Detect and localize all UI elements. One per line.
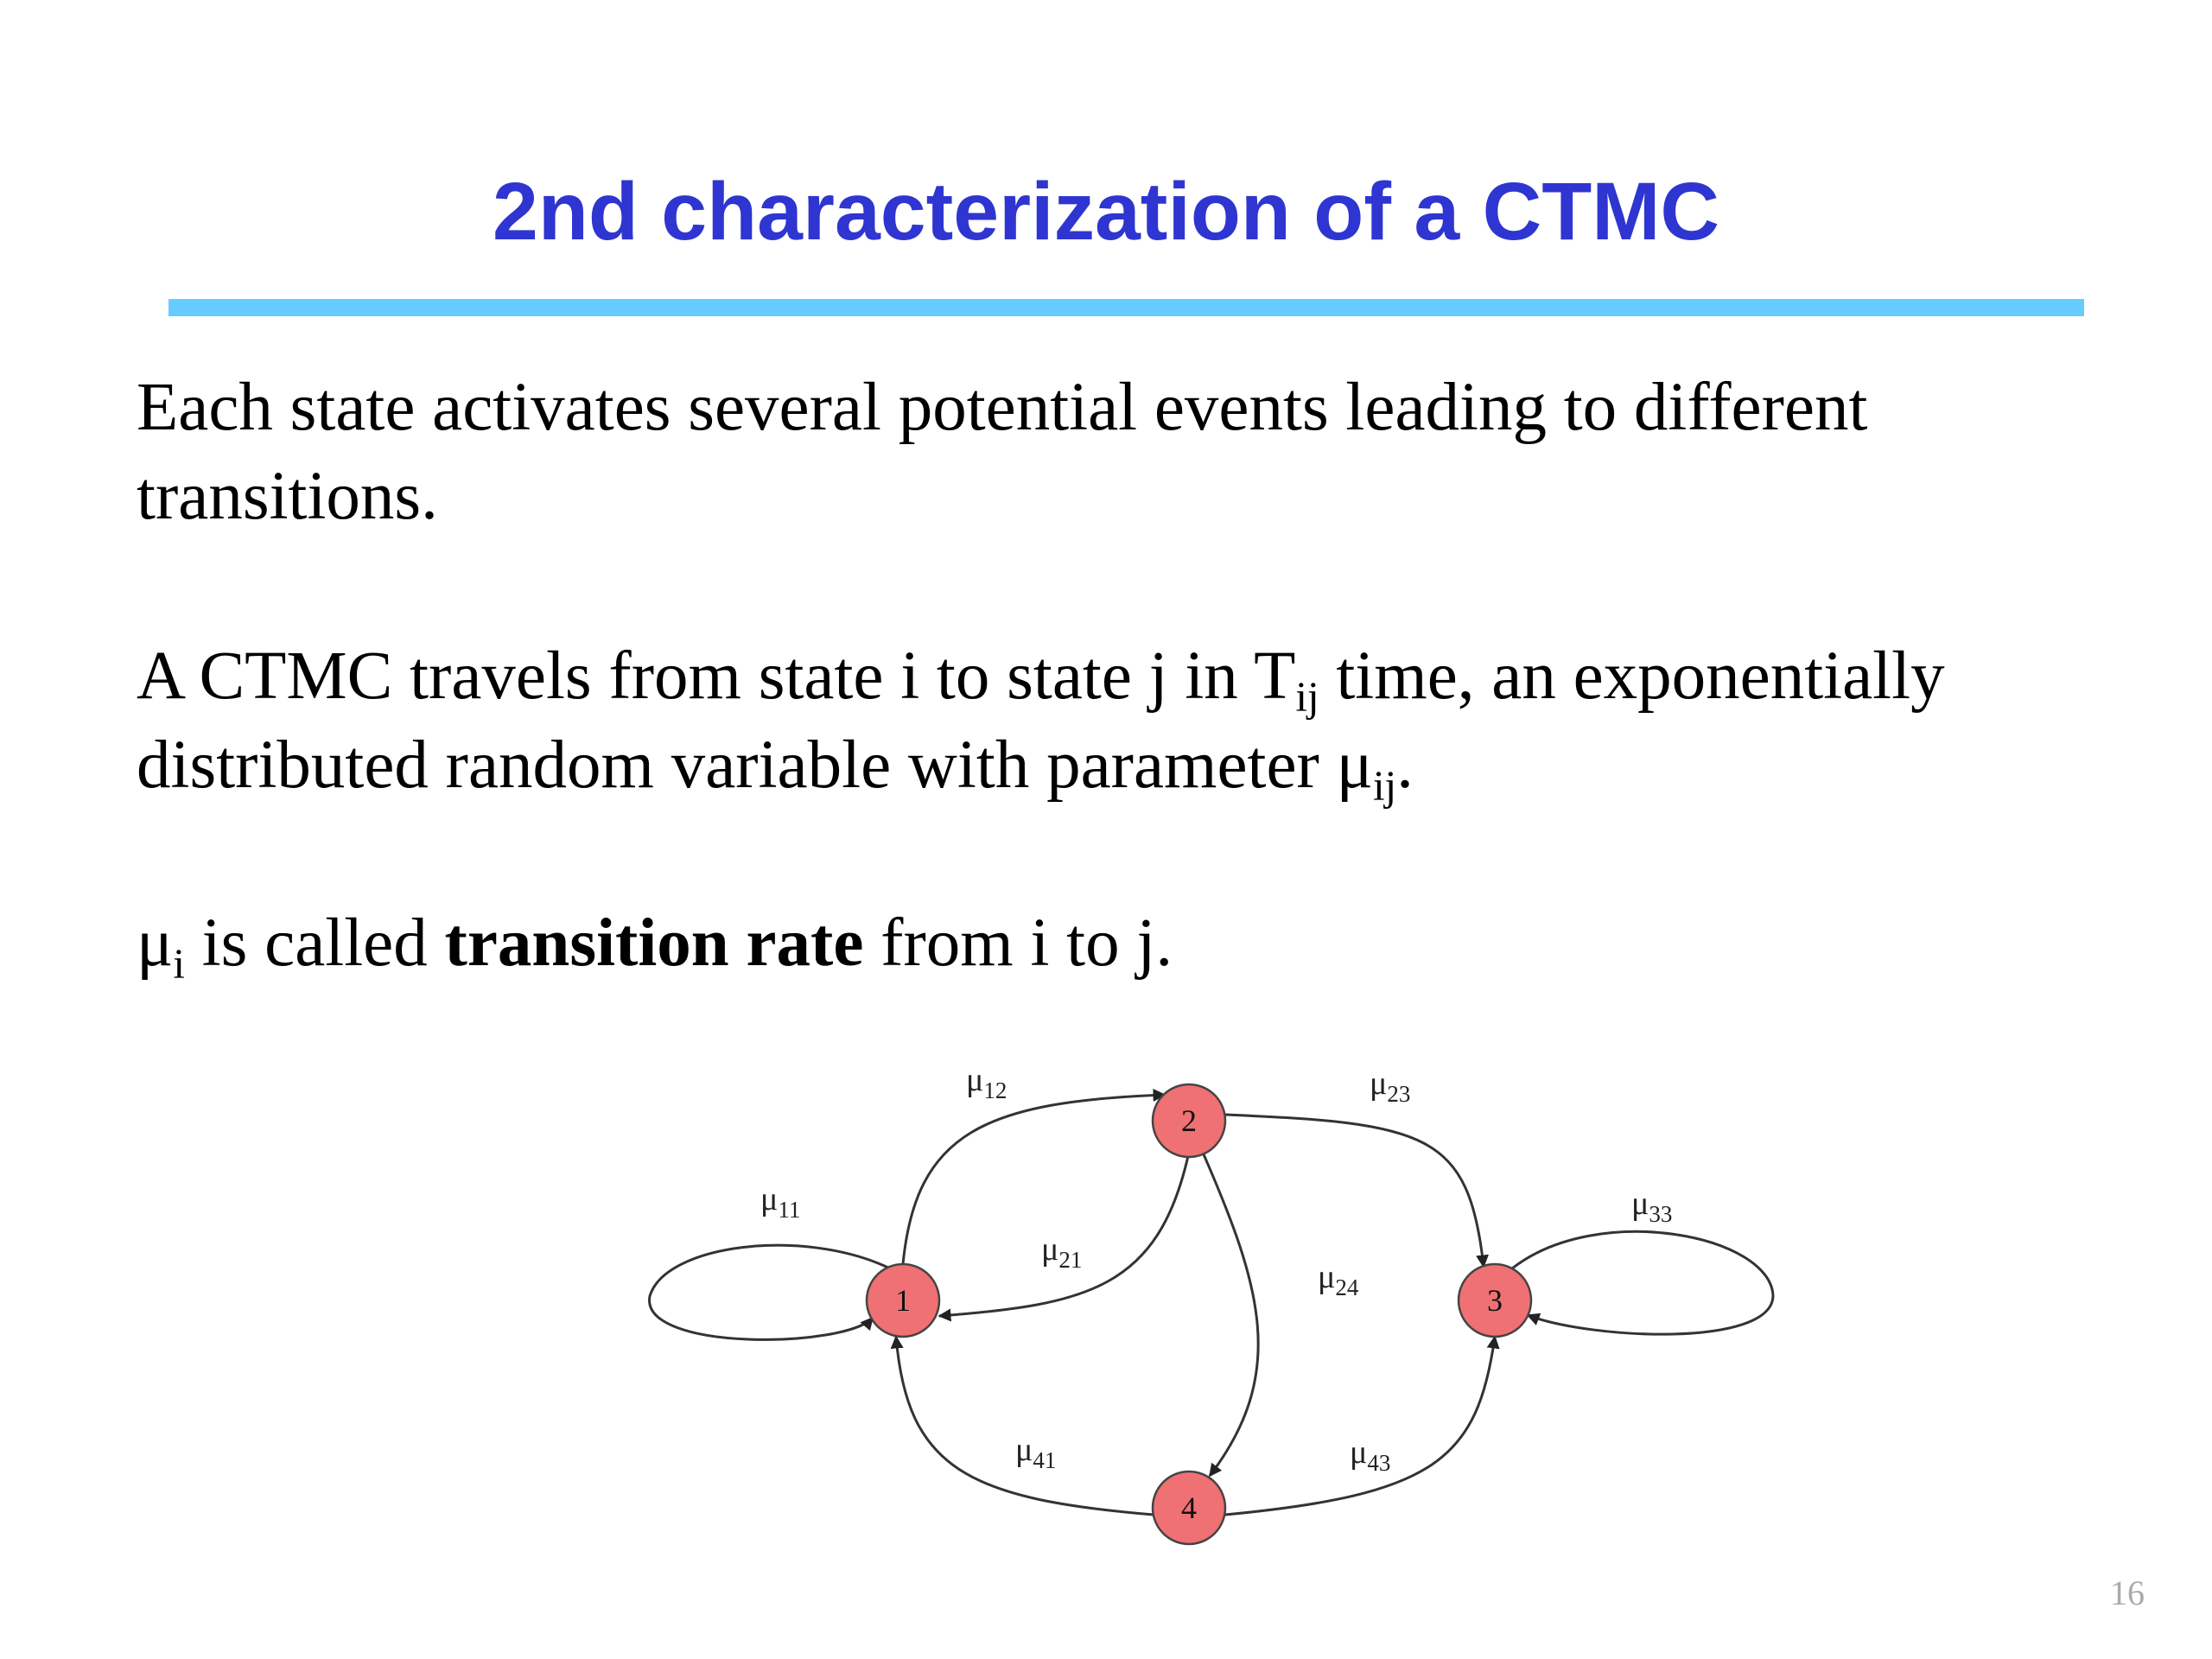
rate-label-41: $\mu_{41}$	[1015, 1432, 1057, 1473]
state-label-4: 4	[1181, 1491, 1197, 1525]
transition-edge-4-3	[1225, 1337, 1495, 1515]
state-label-2: 2	[1181, 1103, 1197, 1138]
paragraph-rate-text-1: is called	[184, 906, 445, 981]
rate-label-23: $\mu_{23}$	[1370, 1065, 1411, 1107]
rate-label-12: $\mu_{12}$	[966, 1062, 1007, 1103]
title-divider	[168, 299, 2084, 316]
paragraph-travel-text-1: A CTMC travels from state i to state j in T	[137, 639, 1296, 714]
transition-edge-1-1	[650, 1245, 890, 1339]
paragraph-rate	[137, 899, 2124, 988]
state-node-1	[867, 1264, 939, 1337]
transition-rate-term: transition rate	[444, 906, 864, 981]
transition-edge-4-1	[896, 1337, 1154, 1515]
paragraph-travel	[137, 632, 2124, 810]
paragraph-rate-text-2: from i to j.	[863, 906, 1173, 981]
state-node-4	[1153, 1471, 1225, 1544]
slide-title: 2nd characterization of a CTMC	[493, 166, 1719, 257]
state-label-3: 3	[1487, 1283, 1503, 1318]
transition-edge-2-4	[1204, 1154, 1258, 1476]
t-subscript: ij	[1295, 672, 1319, 721]
mu-symbol: μ	[137, 906, 174, 981]
transition-edge-3-3	[1512, 1231, 1773, 1334]
paragraph-travel-text-2: time, an exponentially distributed random variable with parameter μ	[137, 639, 1945, 803]
mu-i-subscript: i	[173, 939, 185, 988]
state-node-2	[1153, 1084, 1225, 1157]
rate-label-21: $\mu_{21}$	[1041, 1231, 1083, 1273]
state-label-1: 1	[895, 1283, 911, 1318]
paragraph-travel-end: .	[1396, 728, 1414, 803]
ctmc-state-diagram	[605, 1028, 1815, 1581]
state-node-3	[1459, 1264, 1531, 1337]
transition-edge-1-2	[903, 1095, 1165, 1264]
paragraph-events: Each state activates several potential events leading to different transitions.	[137, 370, 1868, 534]
rate-label-43: $\mu_{43}$	[1350, 1434, 1391, 1476]
rate-label-33: $\mu_{33}$	[1631, 1185, 1673, 1227]
edges-layer	[650, 1095, 1773, 1515]
transition-edge-2-1	[939, 1156, 1188, 1316]
rate-label-11: $\mu_{11}$	[760, 1181, 801, 1223]
mu-subscript: ij	[1372, 761, 1397, 810]
transition-edge-2-3	[1225, 1115, 1484, 1267]
rate-label-24: $\mu_{24}$	[1318, 1259, 1359, 1300]
page-number: 16	[2110, 1573, 2145, 1612]
